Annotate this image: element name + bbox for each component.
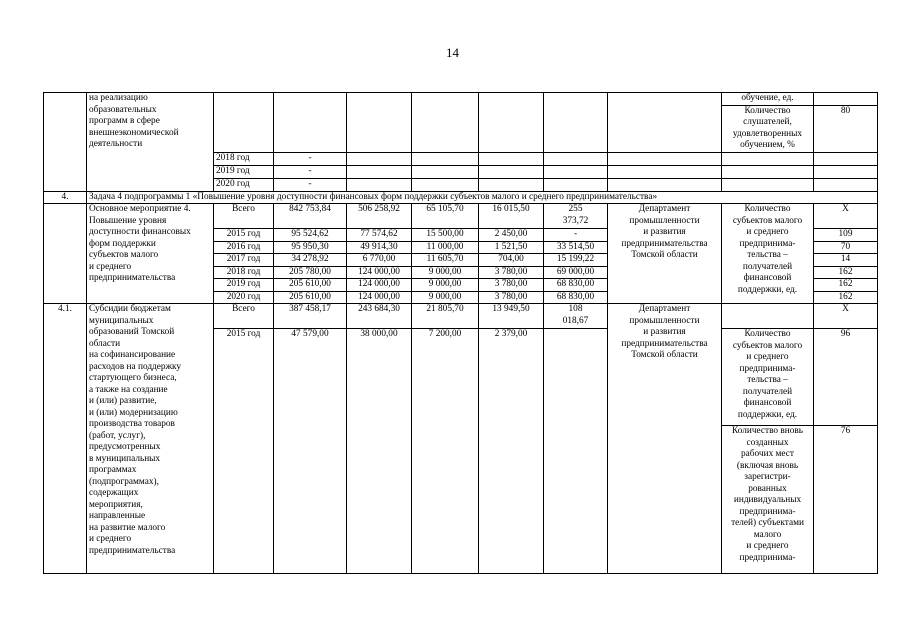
task-title: Задача 4 подпрограммы 1 «Повышение уровня доступности финансовых форм поддержки субъектов малого и среднего предпринимательства» <box>87 191 878 204</box>
indicator-value: X <box>814 204 878 229</box>
item-number: 4.1. <box>44 304 87 574</box>
page-number: 14 <box>446 45 459 60</box>
indicator-value: 80 <box>814 93 878 153</box>
indicator-name: Количество субъектов малого и среднего предпринима- тельства – получателей финансовой поддержки, ед. <box>722 204 814 304</box>
year-cell: 2020 год <box>214 178 274 191</box>
indicator-value: X <box>814 304 878 329</box>
table-row: 4.1. Субсидии бюджетам муниципальных образований Томской области на софинансирование расходов на поддержку стартующего бизнеса, а также на создание и (или) развитие, и (или) модернизацию производства товаров (работ, услуг), предусмотренных в муниципальных программах (подпрограммах), содержащих мероприятия, направленные на развитие малого и среднего предпринимательства Всего 387 458,17 243 684,30 21 805,70 13 949,50 108 018,67 Департамент промышленности и развития предпринимательства Томской области X <box>44 304 878 329</box>
year-cell: 2018 год <box>214 152 274 165</box>
table-row: 2019 год 205 610,00 124 000,00 9 000,00 3 780,00 68 830,00 162 <box>44 279 878 292</box>
department: Департамент промышленности и развития предпринимательства Томской области <box>608 204 722 304</box>
table-row: 2018 год - <box>44 152 878 165</box>
activity-name: на реализацию образовательных программ в сфере внешнеэкономической деятельности <box>87 93 214 192</box>
indicator-name: обучение, ед. Количество слушателей, удовлетворенных обучением, % <box>722 93 814 153</box>
table-row <box>44 93 878 153</box>
year-cell: Всего <box>214 304 274 329</box>
activity-name: Субсидии бюджетам муниципальных образований Томской области на софинансирование расходов на поддержку стартующего бизнеса, а также на создание и (или) развитие, и (или) модернизацию производства товаров (работ, услуг), предусмотренных в муниципальных программах (подпрограммах), содержащих мероприятия, направленные на развитие малого и среднего предпринимательства <box>87 304 214 574</box>
year-cell: Всего <box>214 204 274 229</box>
table-row: 2015 год 95 524,62 77 574,62 15 500,00 2 450,00 - 109 <box>44 229 878 242</box>
table-row: 2018 год 205 780,00 124 000,00 9 000,00 3 780,00 69 000,00 162 <box>44 266 878 279</box>
table-row: 2020 год 205 610,00 124 000,00 9 000,00 3 780,00 68 830,00 162 <box>44 291 878 304</box>
task-number: 4. <box>44 191 87 204</box>
program-table <box>43 92 878 574</box>
table-row: Основное мероприятие 4. Повышение уровня доступности финансовых форм поддержки субъектов малого и среднего предпринимательства Всего 842 753,84 506 258,92 65 105,70 16 015,50 255 373,72 Департамент промышленности и развития предпринимательства Томской области Количество субъектов малого и среднего предпринима- тельства – получателей финансовой поддержки, ед. X <box>44 204 878 229</box>
table-row: 2015 год 47 579,00 38 000,00 7 200,00 2 379,00 Количество субъектов малого и среднего предпринима- тельства – получателей финансовой поддержки, ед. 96 <box>44 329 878 426</box>
task-row <box>44 191 878 204</box>
table-row: 2016 год 95 950,30 49 914,30 11 000,00 1 521,50 33 514,50 70 <box>44 241 878 254</box>
year-cell: 2019 год <box>214 165 274 178</box>
department: Департамент промышленности и развития предпринимательства Томской области <box>608 304 722 574</box>
activity-name: Основное мероприятие 4. Повышение уровня доступности финансовых форм поддержки субъектов малого и среднего предпринимательства <box>87 204 214 304</box>
table-row: 2020 год - <box>44 178 878 191</box>
indicator-name: Количество вновь созданных рабочих мест (включая вновь зарегистри- рованных индивидуальных предпринима- телей) субъектами малого и среднего предпринима- <box>722 426 814 574</box>
indicator-value: 96 <box>814 329 878 426</box>
indicator-name: Количество субъектов малого и среднего предпринима- тельства – получателей финансовой поддержки, ед. <box>722 329 814 426</box>
table-row: 2019 год - <box>44 165 878 178</box>
indicator-value: 76 <box>814 426 878 574</box>
table-row: 2017 год 34 278,92 6 770,00 11 605,70 704,00 15 199,22 14 <box>44 254 878 267</box>
